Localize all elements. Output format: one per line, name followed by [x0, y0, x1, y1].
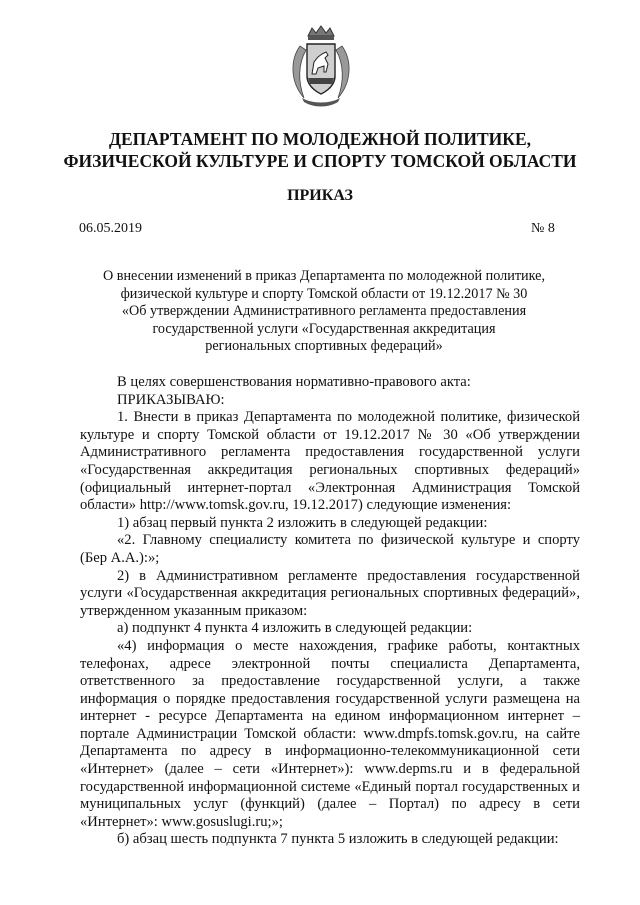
tomsk-coat-of-arms-icon [288, 24, 354, 108]
body-paragraph: б) абзац шесть подпункта 7 пункта 5 изложить в следующей редакции: [117, 831, 559, 848]
department-line-2: ФИЗИЧЕСКОЙ КУЛЬТУРЕ И СПОРТУ ТОМСКОЙ ОБЛАСТИ [63, 151, 577, 171]
document-type: ПРИКАЗ [287, 187, 353, 204]
subject-line: О внесении изменений в приказ Департамента по молодежной политике, [102, 268, 546, 284]
subject-line: физической культуре и спорту Томской области от 19.12.2017 № 30 [120, 285, 528, 302]
body-paragraph: «4) информация о месте нахождения, графике работы, контактных телефонах, адресе электронной почты специалиста Департамента, ответственного за предоставление государственной услуги, а также информация о порядке предоставления государственной услуги размещена на интернет - ресурсе Департамента на едином информационном интернет – портале Администрации Томской области: www.dmpfs.tomsk.gov.ru, на сайте Департамента по адресу в информационно-телекоммуникационной сети «Интернет» (далее – сети «Интернет»): www.depms.ru и в федеральной государственной информационной системе «Единый портал государственных и муниципальных услуг (функций) (далее – Портал) по адресу в сети «Интернет»: www.gosuslugi.ru;»; [80, 637, 580, 830]
subject-line: государственной услуги «Государственная аккредитация [152, 320, 496, 337]
body-paragraph: 2) в Административном регламенте предоставления государственной услуги «Государственная аккредитация региональных спортивных федераций», утвержденном указанным приказом: [80, 567, 580, 619]
body-paragraph: 1. Внести в приказ Департамента по молодежной политике, физической культуре и спорту Томской области от 19.12.2017 № 30 «Об утверждении Административного регламента предоставления государственной услуги «Государственная аккредитация региональных спортивных федераций» (официальный интернет-портал «Электронная Администрация Томской области» http://www.tomsk.gov.ru, 19.12.2017) следующие изменения: [80, 409, 580, 514]
document-subject [80, 268, 568, 356]
document-date: 06.05.2019 [79, 221, 142, 236]
subject-line: «Об утверждении Административного регламента предоставления [121, 303, 527, 319]
body-paragraph-order: ПРИКАЗЫВАЮ: [117, 391, 225, 408]
body-paragraph: а) подпункт 4 пункта 4 изложить в следующей редакции: [117, 620, 473, 637]
department-name [0, 128, 640, 172]
subject-line: региональных спортивных федераций» [205, 338, 443, 354]
document-body [80, 374, 580, 849]
body-paragraph: «2. Главному специалисту комитета по физической культуре и спорту (Бер А.А.):»; [80, 532, 580, 566]
document-number: № 8 [531, 221, 555, 236]
body-paragraph: В целях совершенствования нормативно-правового акта: [117, 374, 471, 390]
department-line-1: ДЕПАРТАМЕНТ ПО МОЛОДЕЖНОЙ ПОЛИТИКЕ, [108, 129, 532, 149]
body-paragraph: 1) абзац первый пункта 2 изложить в следующей редакции: [117, 514, 488, 531]
